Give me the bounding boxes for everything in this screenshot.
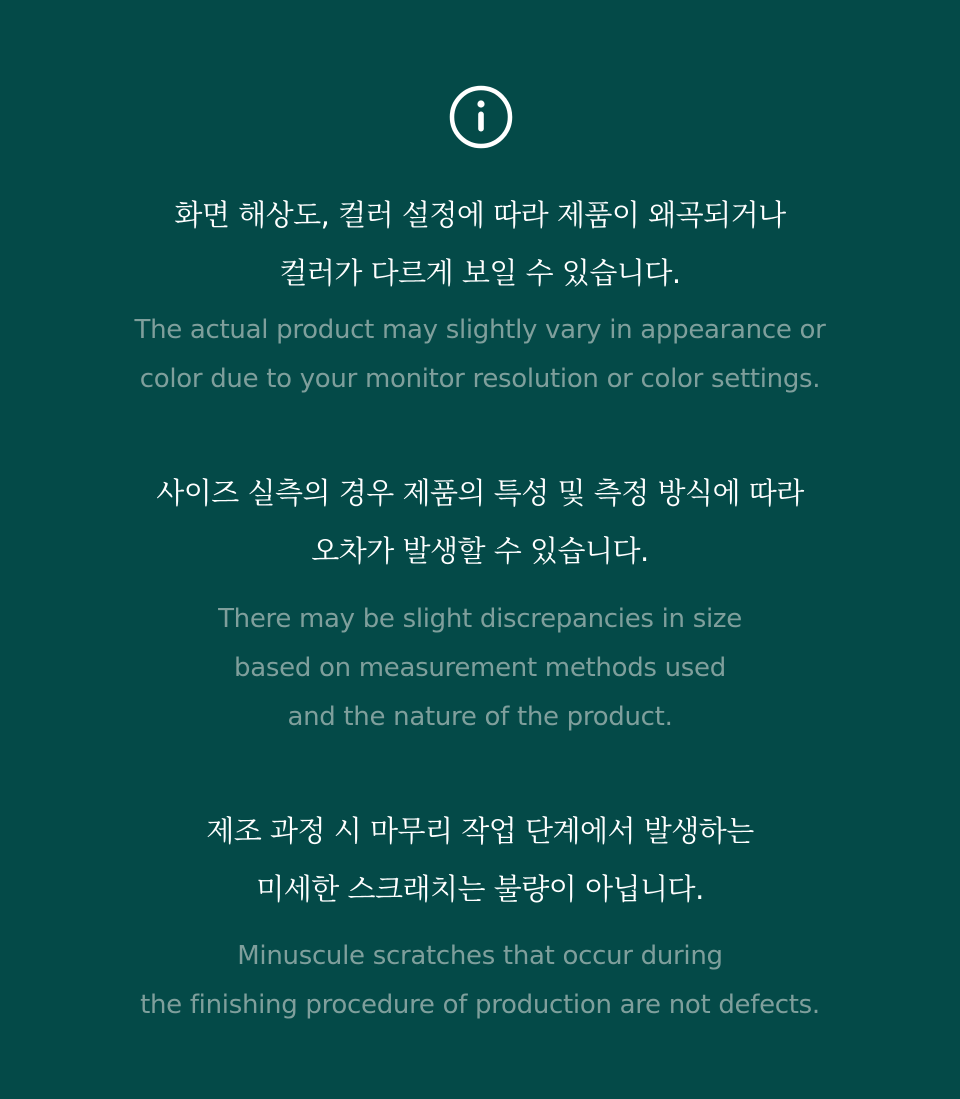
notice-korean-line: 화면 해상도, 컬러 설정에 따라 제품이 왜곡되거나: [174, 198, 786, 232]
notice-korean-line: 오차가 발생할 수 있습니다.: [311, 534, 649, 568]
notice-korean-line: 미세한 스크래치는 불량이 아닙니다.: [256, 872, 704, 906]
notice-english-text: [0, 306, 960, 404]
notice-block-size-measurement-en: [0, 595, 960, 742]
notice-english-line: based on measurement methods used: [234, 653, 726, 683]
notice-english-line: and the nature of the product.: [287, 702, 673, 732]
notice-english-text: [0, 932, 960, 1030]
notice-block-size-measurement: [0, 464, 960, 580]
notice-korean-text: [0, 802, 960, 918]
notice-block-display-color: [0, 186, 960, 302]
notice-korean-text: [0, 186, 960, 302]
notice-english-line: There may be slight discrepancies in size: [218, 604, 742, 634]
notice-korean-line: 컬러가 다르게 보일 수 있습니다.: [279, 256, 681, 290]
notice-korean-line: 사이즈 실측의 경우 제품의 특성 및 측정 방식에 따라: [156, 476, 804, 510]
notice-english-text: [0, 595, 960, 742]
notice-korean-line: 제조 과정 시 마무리 작업 단계에서 발생하는: [206, 814, 754, 848]
info-circle-icon: [448, 84, 514, 150]
notice-korean-text: [0, 464, 960, 580]
notice-english-line: The actual product may slightly vary in appearance or: [134, 315, 826, 345]
notice-block-scratches-en: [0, 932, 960, 1030]
notice-english-line: Minuscule scratches that occur during: [237, 941, 723, 971]
notice-block-display-color-en: [0, 306, 960, 404]
notice-block-scratches: [0, 802, 960, 918]
notice-english-line: the finishing procedure of production are not defects.: [140, 990, 820, 1020]
notice-english-line: color due to your monitor resolution or color settings.: [139, 364, 821, 394]
